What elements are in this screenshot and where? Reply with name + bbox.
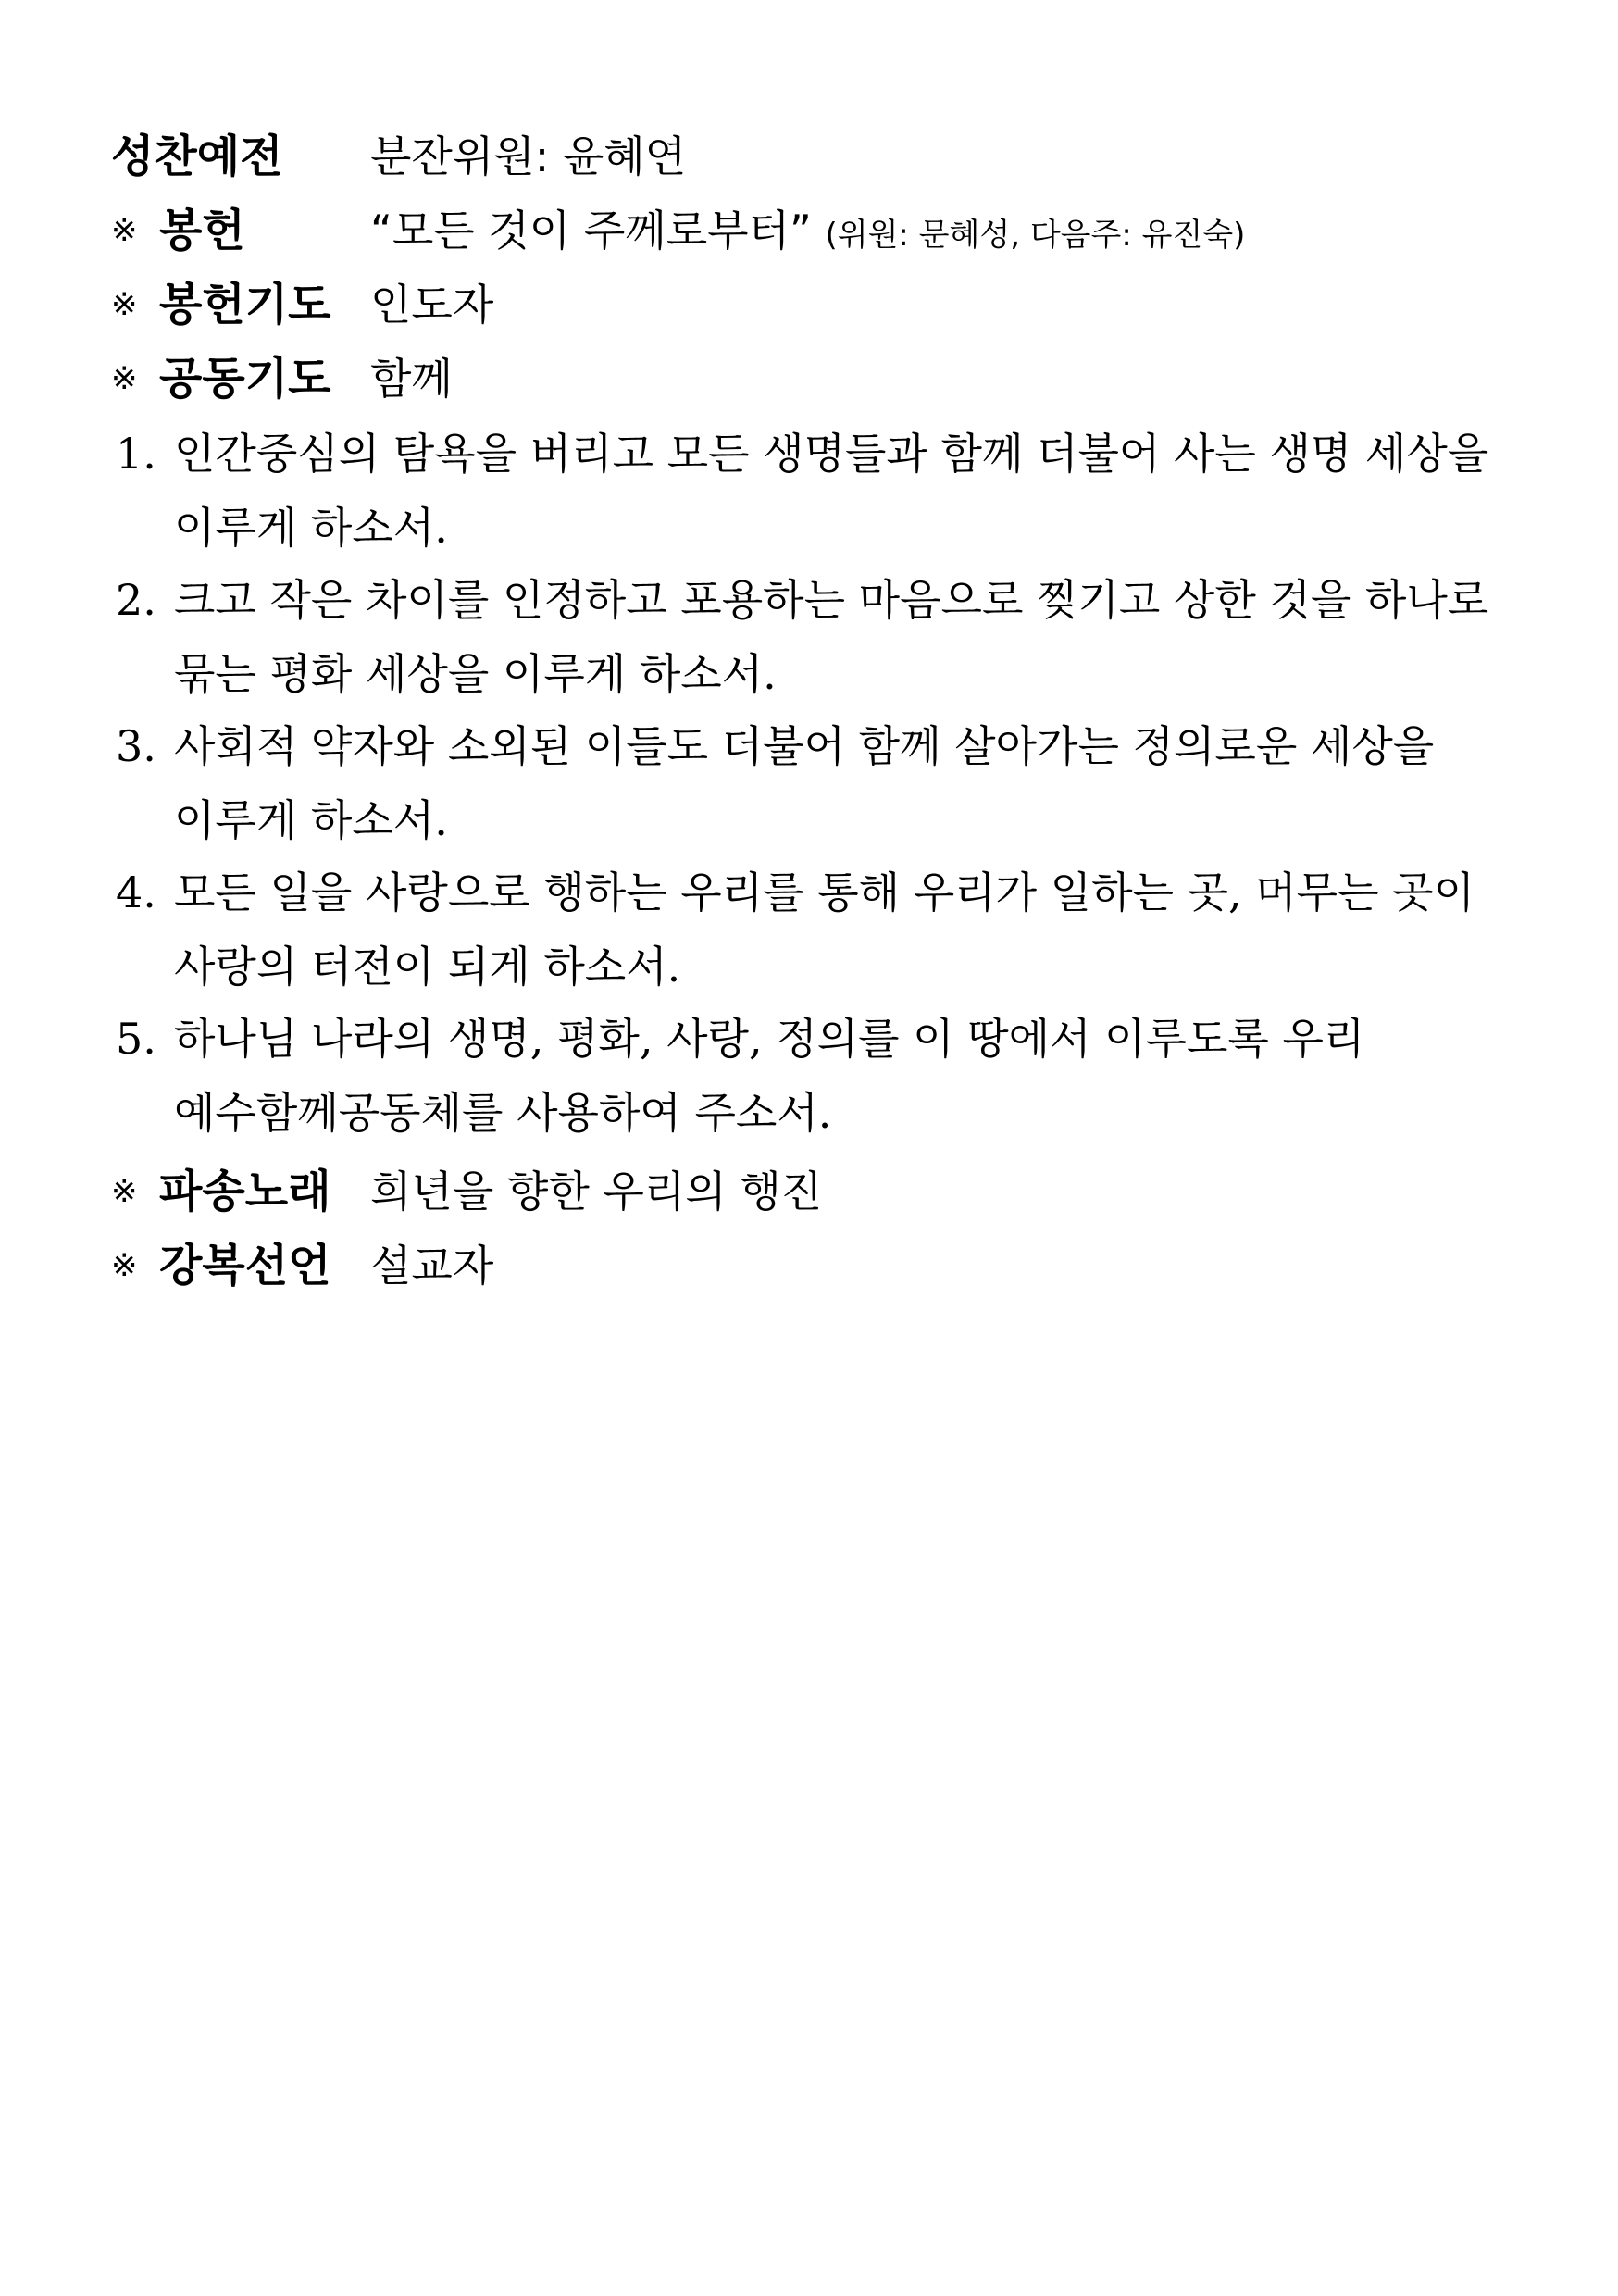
item-text-line2: 사랑의 터전이 되게 하소서.	[174, 942, 681, 992]
benediction-label: 강복선언	[159, 1240, 331, 1292]
offering-label: 봉헌	[159, 205, 245, 256]
offering-hymn-title: “모든 것이 주께로부터”	[370, 206, 812, 256]
reference-mark: ※	[111, 1247, 138, 1284]
item-text-line1: 인간중심의 탐욕을 버리고 모든 생명들과 함께 더불어 사는 생명 세상을	[174, 429, 1489, 479]
item-number: 2.	[116, 575, 156, 625]
offering-prayer-content: 인도자	[370, 280, 494, 330]
item-text-line1: 모든 일을 사랑으로 행하는 우리를 통해 우리가 일하는 곳, 머무는 곳이	[174, 867, 1475, 917]
item-text-line2: 이루게 하소서.	[174, 503, 448, 553]
common-prayer-label: 공동기도	[159, 353, 331, 405]
reference-mark: ※	[111, 286, 138, 323]
row-common-prayer	[111, 343, 1518, 407]
offering-prayer-label: 봉헌기도	[159, 279, 331, 331]
item-text-line2: 예수함께공동체를 사용하여 주소서.	[174, 1088, 832, 1138]
common-prayer-content: 함께	[370, 354, 453, 404]
offering-note: (위원: 문혜성, 다음주: 유진숙)	[825, 217, 1246, 254]
benediction-content: 설교자	[370, 1241, 494, 1291]
reference-mark: ※	[111, 1173, 138, 1210]
item-number: 3.	[116, 721, 156, 771]
item-text-line1: 크고 작은 차이를 인정하고 포용하는 마음으로 찢기고 상한 것을 하나로	[174, 575, 1489, 625]
item-number: 5.	[116, 1014, 156, 1064]
item-number: 1.	[116, 429, 156, 479]
item-text-line1: 하나님 나라의 생명, 평화, 사랑, 정의를 이 땅에서 이루도록 우리	[174, 1014, 1365, 1064]
row-communion	[111, 120, 1518, 185]
item-text-line2: 이루게 하소서.	[174, 795, 448, 845]
row-benediction	[111, 1229, 1518, 1294]
sending-song-label: 파송노래	[159, 1166, 331, 1217]
item-text-line1: 사회적 약자와 소외된 이들도 더불어 함께 살아가는 정의로운 세상을	[174, 721, 1435, 771]
reference-mark: ※	[111, 212, 138, 249]
row-offering-prayer	[111, 268, 1518, 333]
offering-content	[370, 194, 1245, 271]
item-text-line2: 묶는 평화 세상을 이루게 하소서.	[174, 649, 777, 699]
row-sending-song	[111, 1155, 1518, 1220]
item-number: 4.	[116, 867, 156, 917]
reference-mark: ※	[111, 360, 138, 397]
row-offering	[111, 194, 1518, 259]
communion-content: 분잔위원: 윤혜연	[370, 131, 687, 181]
sending-song-content: 희년을 향한 우리의 행진	[370, 1167, 823, 1217]
communion-label: 성찬예전	[111, 131, 283, 182]
